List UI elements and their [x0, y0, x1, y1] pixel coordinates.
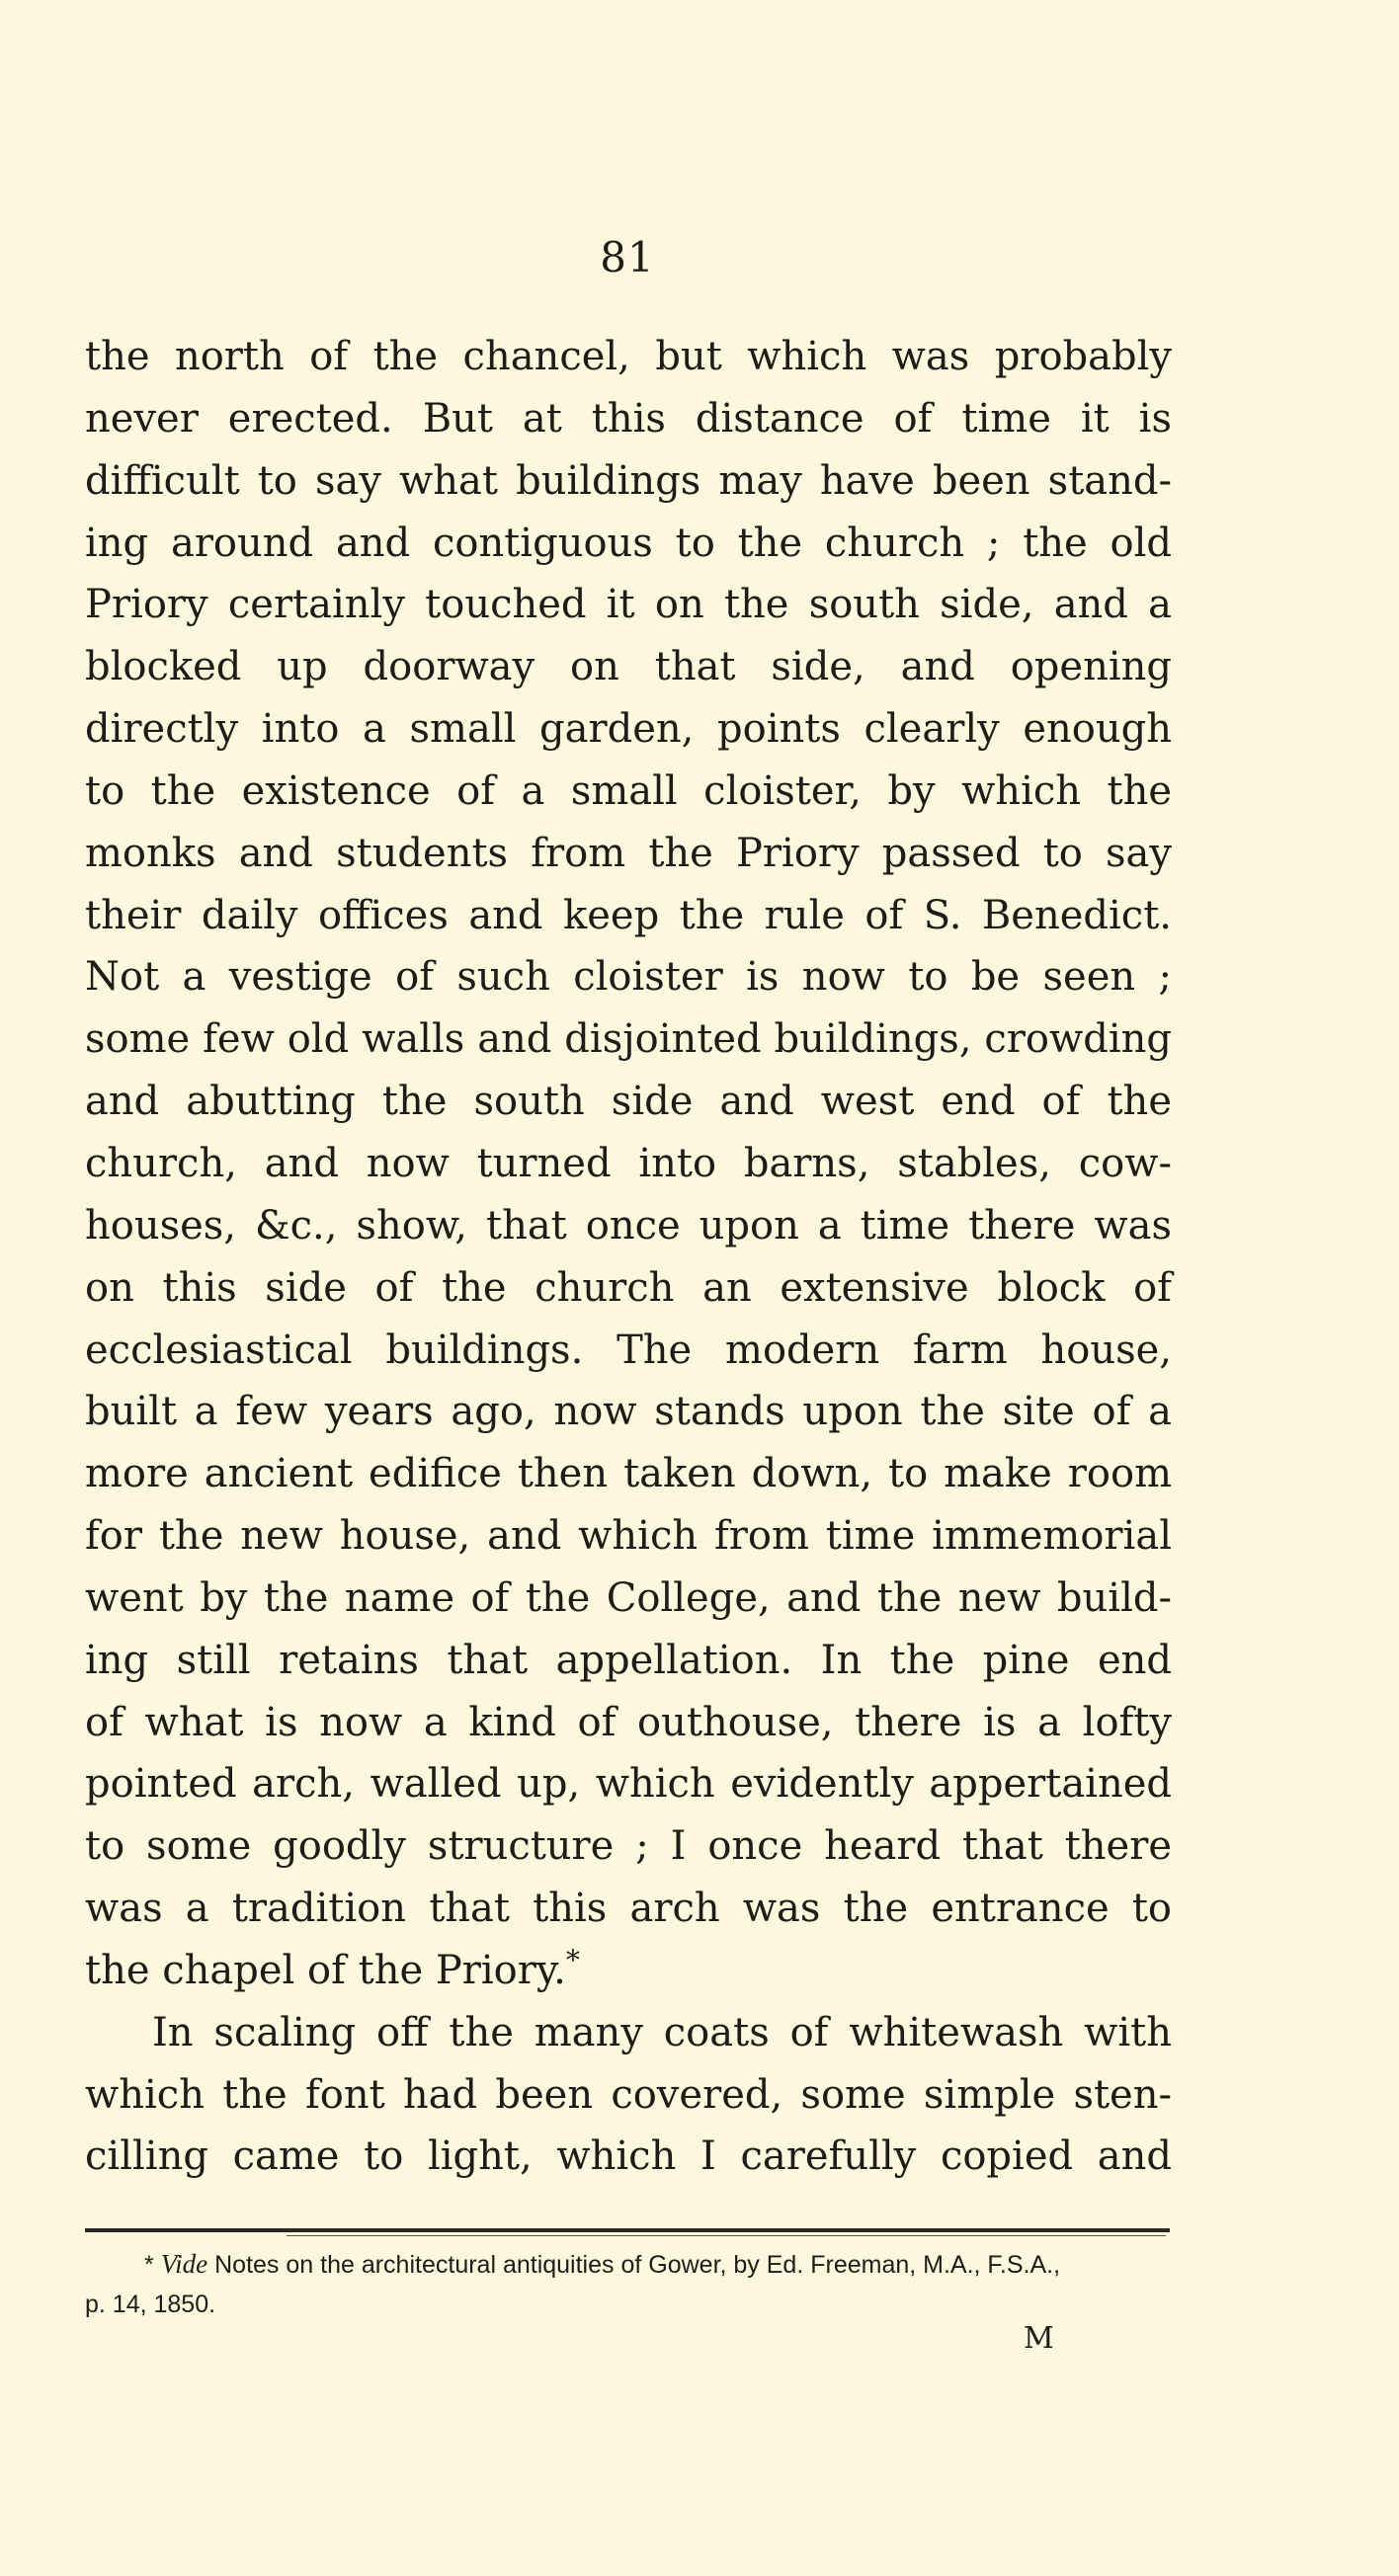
text-line: ing still retains that appellation. In the pine end	[85, 1637, 1172, 1683]
footnote-rule	[85, 2228, 1170, 2232]
paragraph-first-line: In scaling off the many coats of whitewash with	[152, 2009, 1172, 2055]
text-line: ecclesiastical buildings. The modern farm house,	[85, 1327, 1172, 1373]
text-line: monks and students from the Priory passed to say	[85, 830, 1172, 876]
footnote-line: p. 14, 1850.	[85, 2291, 216, 2318]
footnote-line	[85, 2244, 1182, 2285]
text-line: was a tradition that this arch was the entrance to	[85, 1886, 1172, 1932]
text-line-with-footnote-ref	[85, 1940, 1172, 2002]
text-line: which the font had been covered, some simple sten-	[85, 2071, 1172, 2118]
text-line: their daily offices and keep the rule of S. Benedict.	[85, 892, 1172, 938]
footnote-text: Notes on the architectural antiquities of Gower, by Ed. Freeman, M.A., F.S.A.,	[214, 2251, 1061, 2279]
text-line: church, and now turned into barns, stables, cow-	[85, 1140, 1172, 1186]
text-line: on this side of the church an extensive block of	[85, 1264, 1172, 1311]
text-line: ing around and contiguous to the church ; the old	[85, 520, 1172, 566]
footnote-rule-thin	[287, 2235, 1166, 2236]
footnote	[85, 2244, 1182, 2324]
text-line: blocked up doorway on that side, and opening	[85, 644, 1172, 690]
text-line: cilling came to light, which I carefully copied and	[85, 2133, 1172, 2180]
text-line: never erected. But at this distance of time it is	[85, 395, 1172, 442]
text-line: built a few years ago, now stands upon the site of a	[85, 1389, 1172, 1435]
body-text	[85, 326, 1172, 2188]
text-line: directly into a small garden, points clearly enough	[85, 706, 1172, 753]
text-line: difficult to say what buildings may have been stand-	[85, 457, 1172, 504]
text-line: the north of the chancel, but which was probably	[85, 334, 1172, 379]
text-line: Priory certainly touched it on the south side, and a	[85, 582, 1172, 628]
footnote-vide: Vide	[160, 2249, 208, 2279]
text-line: Not a vestige of such cloister is now to be seen ;	[85, 954, 1172, 1001]
text-line: the chapel of the Priory.	[85, 1947, 566, 1993]
footnote-marker: *	[144, 2251, 154, 2279]
text-line: of what is now a kind of outhouse, there is a lofty	[85, 1699, 1172, 1745]
text-line: pointed arch, walled up, which evidently appertained	[85, 1761, 1172, 1808]
text-line: and abutting the south side and west end of the	[85, 1079, 1172, 1125]
text-line: to the existence of a small cloister, by which the	[85, 767, 1172, 814]
page-number: 81	[600, 233, 655, 282]
text-line: houses, &c., show, that once upon a time there was	[85, 1202, 1172, 1248]
text-line: more ancient edifice then taken down, to make room	[85, 1451, 1172, 1497]
text-line: went by the name of the College, and the new build-	[85, 1574, 1172, 1621]
text-line: some few old walls and disjointed buildings, crowding	[85, 1016, 1172, 1063]
signature-mark: M	[1024, 2321, 1054, 2356]
text-line: for the new house, and which from time immemorial	[85, 1513, 1172, 1560]
footnote-reference: *	[565, 1943, 580, 1976]
text-line: to some goodly structure ; I once heard that there	[85, 1823, 1172, 1870]
